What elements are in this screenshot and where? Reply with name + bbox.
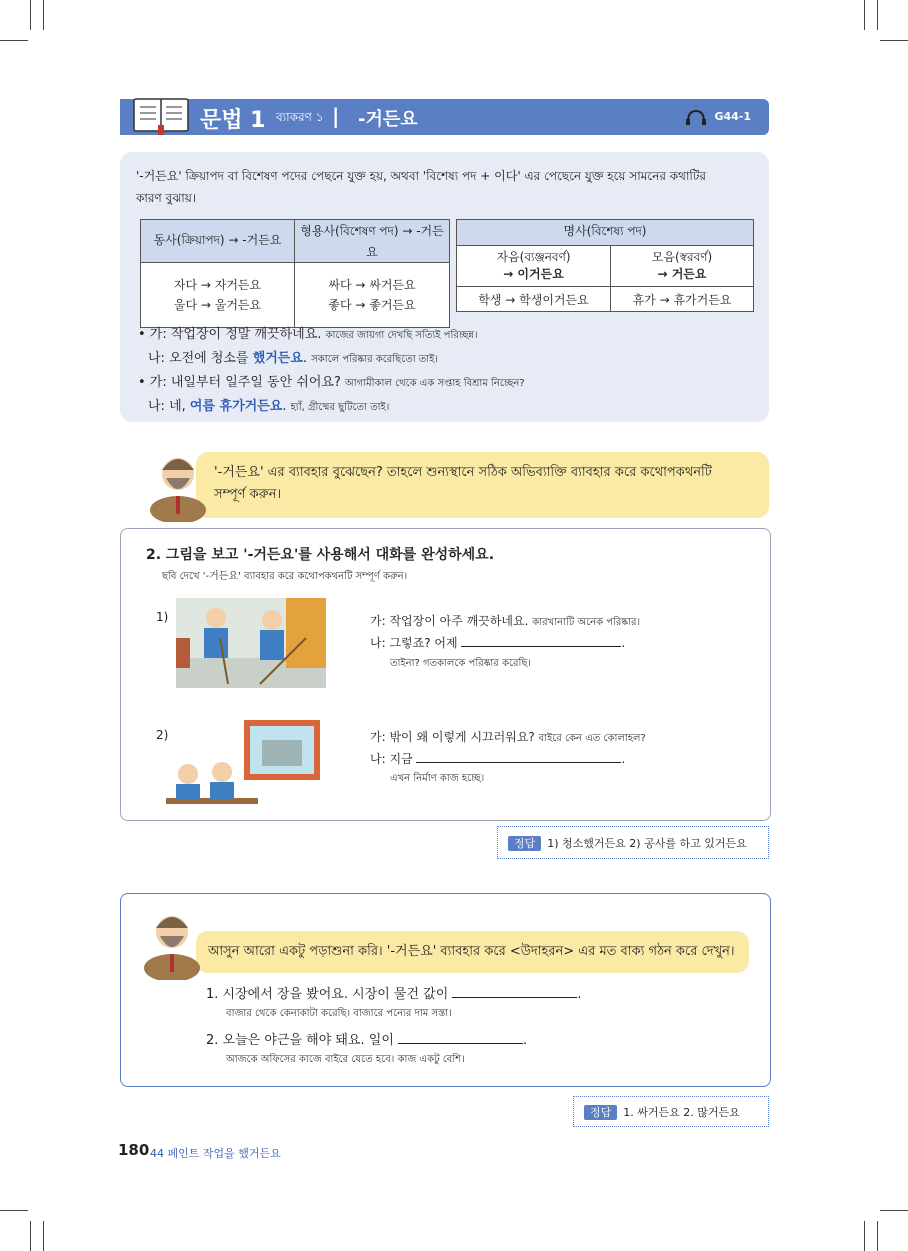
crop-mark (30, 1221, 31, 1251)
example-highlight: 했거든요 (252, 351, 303, 366)
crop-mark (0, 40, 28, 41)
intro-line: '-거든요' ক্রিয়াপদ বা বিশেষণ পদের পেছনে যুক্ত হয়, অথবা 'বিশেষ্য পদ + 이다' এর পেছেনে যুক্ত হয়ে সামনের কথাটির (136, 169, 706, 183)
answer-text: 1) 청소했거든요 2) 공사를 하고 있거든요 (547, 837, 747, 850)
example-ko: • 가: 내일부터 일주일 동안 쉬어요? (138, 375, 341, 390)
example-bn: আগামীকাল থেকে এক সপ্তাহ বিশ্রাম নিচ্ছেন? (345, 378, 525, 389)
example-ko: 나: 오전에 청소를 (148, 351, 253, 366)
crop-mark (877, 0, 878, 30)
dialogue-bn: এখন নির্মাণ কাজ হচ্ছে। (390, 773, 485, 784)
separator: | (332, 104, 340, 128)
answer-tag: 정답 (508, 836, 541, 851)
example-line (138, 371, 525, 393)
section-subtitle: ব্যাকরণ ১ (276, 110, 324, 124)
crop-mark (864, 0, 865, 30)
example-line (148, 395, 389, 417)
example-ko: • 가: 작업장이 정말 깨끗하네요. (138, 327, 322, 342)
dialogue-ko: 가: 작업장이 아주 깨끗하네요. (370, 614, 529, 628)
example-line (138, 323, 478, 345)
answer-blank[interactable] (416, 750, 621, 763)
verb-example: 울다 → 울거든요 (173, 298, 262, 312)
answer-blank[interactable] (461, 634, 621, 647)
example-bn: কাজের জায়গা দেখছি সত্যিই পরিচ্ছন্ন। (325, 330, 478, 341)
practice-item (206, 983, 582, 1002)
dialogue-bn: কারখানাটি অনেক পরিষ্কার। (532, 617, 641, 628)
crop-mark (880, 1210, 908, 1211)
crop-mark (43, 0, 44, 30)
practice-bn: বাজার থেকে কেনাকাটা করেছি। বাজারে পন্যের দাম সস্তা। (226, 1008, 452, 1019)
example-bn: হ্যাঁ, গ্রীষ্মের ছুটিতো তাই। (290, 402, 390, 413)
noun-table (456, 219, 754, 312)
answer-text: 1. 싸거든요 2. 많거든요 (623, 1106, 740, 1119)
verb-example: 자다 → 자거든요 (173, 278, 262, 292)
dialogue-a (370, 728, 646, 748)
crop-mark (43, 1221, 44, 1251)
practice-ko: . (577, 987, 582, 1002)
practice-ko: . (523, 1033, 528, 1048)
intro-line: কারণ বুঝায়। (136, 191, 197, 205)
adj-example: 좋다 → 좋거든요 (328, 298, 416, 312)
exercise-title: 2. 그림을 보고 '-거든요'를 사용해서 대화를 완성하세요. (146, 547, 495, 563)
headphones-icon[interactable] (685, 108, 707, 130)
dialogue-ko: 나: 그렇죠? 어제 (370, 636, 458, 650)
dialogue-ko: . (621, 752, 626, 766)
item-number: 1) (156, 610, 169, 624)
dialogue-bn: তাইনা? গতকালকে পরিষ্কার করেছি। (390, 658, 531, 669)
item-number: 2) (156, 728, 169, 742)
book-icon (132, 93, 192, 135)
dialogue-b (370, 750, 625, 767)
section-title: 문법 1 (200, 108, 266, 133)
instruction-text (214, 462, 764, 506)
grammar-title: -거든요 (358, 109, 418, 130)
example-ko: 나: 네, (148, 399, 190, 414)
noun-vowel (611, 246, 754, 287)
teacher-icon (140, 906, 204, 980)
practice-ko: 2. 오늘은 야근을 해야 돼요. 일이 (206, 1033, 394, 1048)
workers-cleaning-illustration (176, 598, 326, 688)
dialogue-ko: 가: 밖이 왜 이렇게 시끄러워요? (370, 730, 535, 744)
answer-tag: 정답 (584, 1105, 617, 1120)
practice-ko: 1. 시장에서 장을 봤어요. 시장이 물건 값이 (206, 987, 449, 1002)
dialogue-b (370, 634, 625, 651)
dialogue-a (370, 612, 640, 632)
example-highlight: 여름 휴가거든요 (189, 399, 283, 414)
example-line (148, 347, 438, 369)
noun-consonant-label: 자음(ব্যঞ্জনবর্ণ) (496, 250, 571, 264)
crop-mark (30, 0, 31, 30)
answer-box (497, 826, 769, 859)
page-number: 180 (118, 1141, 150, 1159)
col-adj-header: 형용사(বিশেষণ পদ) → -거든요 (295, 220, 450, 263)
noun-consonant-rule: → 이거든요 (503, 267, 564, 281)
noisy-window-illustration (166, 718, 322, 806)
noun-vowel-example: 휴가 → 휴가거든요 (611, 287, 754, 312)
noun-vowel-rule: → 거든요 (657, 267, 707, 281)
section-header (120, 99, 769, 135)
answer-blank[interactable] (398, 1031, 523, 1044)
teacher-icon (146, 448, 210, 522)
crop-mark (880, 40, 908, 41)
adj-example: 싸다 → 싸거든요 (328, 278, 416, 292)
answer-blank[interactable] (452, 985, 577, 998)
instruction-line: সম্পূর্ণ করুন। (214, 487, 282, 502)
verb-examples (141, 263, 295, 328)
answer-box (573, 1096, 769, 1127)
noun-consonant (457, 246, 611, 287)
exercise-subtitle: ছবি দেখে '-거든요' ব্যাবহার করে কথোপকথনটি সম্পূর্ণ করুন। (162, 571, 408, 582)
audio-code: G44-1 (714, 110, 751, 123)
noun-consonant-example: 학생 → 학생이거든요 (457, 287, 611, 312)
noun-vowel-label: 모음(স্বরবর্ণ) (651, 250, 713, 264)
crop-mark (0, 1210, 28, 1211)
crop-mark (864, 1221, 865, 1251)
chapter-title: 44 페인트 작업을 했거든요 (150, 1147, 281, 1160)
practice-bn: আজকে অফিসের কাজে বাইরে যেতে হবে। কাজ একটু বেশি। (226, 1054, 465, 1065)
col-noun-header: 명사(বিশেষ্য পদ) (457, 220, 754, 246)
adj-examples (295, 263, 450, 328)
example-ko: . (302, 351, 308, 366)
dialogue-ko: 나: 지금 (370, 752, 413, 766)
grammar-intro (136, 165, 756, 209)
example-bn: সকালে পরিষ্কার করেছিতো তাই। (311, 354, 438, 365)
verb-adj-table (140, 219, 450, 328)
col-verb-header: 동사(ক্রিয়াপদ) → -거든요 (141, 220, 295, 263)
example-ko: . (282, 399, 287, 414)
crop-mark (877, 1221, 878, 1251)
practice-instruction: আসুন আরো একটু পড়াশুনা করি। '-거든요' ব্যাবহার করে <উদাহরন> এর মত বাক্য গঠন করে দেখুন। (208, 944, 735, 959)
practice-item (206, 1029, 527, 1048)
dialogue-ko: . (621, 636, 626, 650)
instruction-line: '-거든요' এর ব্যাবহার বুঝেছেন? তাহলে শুন্যস্থানে সঠিক অভিব্যাক্তি ব্যাবহার করে কথোপকথনটি (214, 465, 712, 480)
dialogue-bn: বাইরে কেন এত কোলাহল? (538, 733, 646, 744)
